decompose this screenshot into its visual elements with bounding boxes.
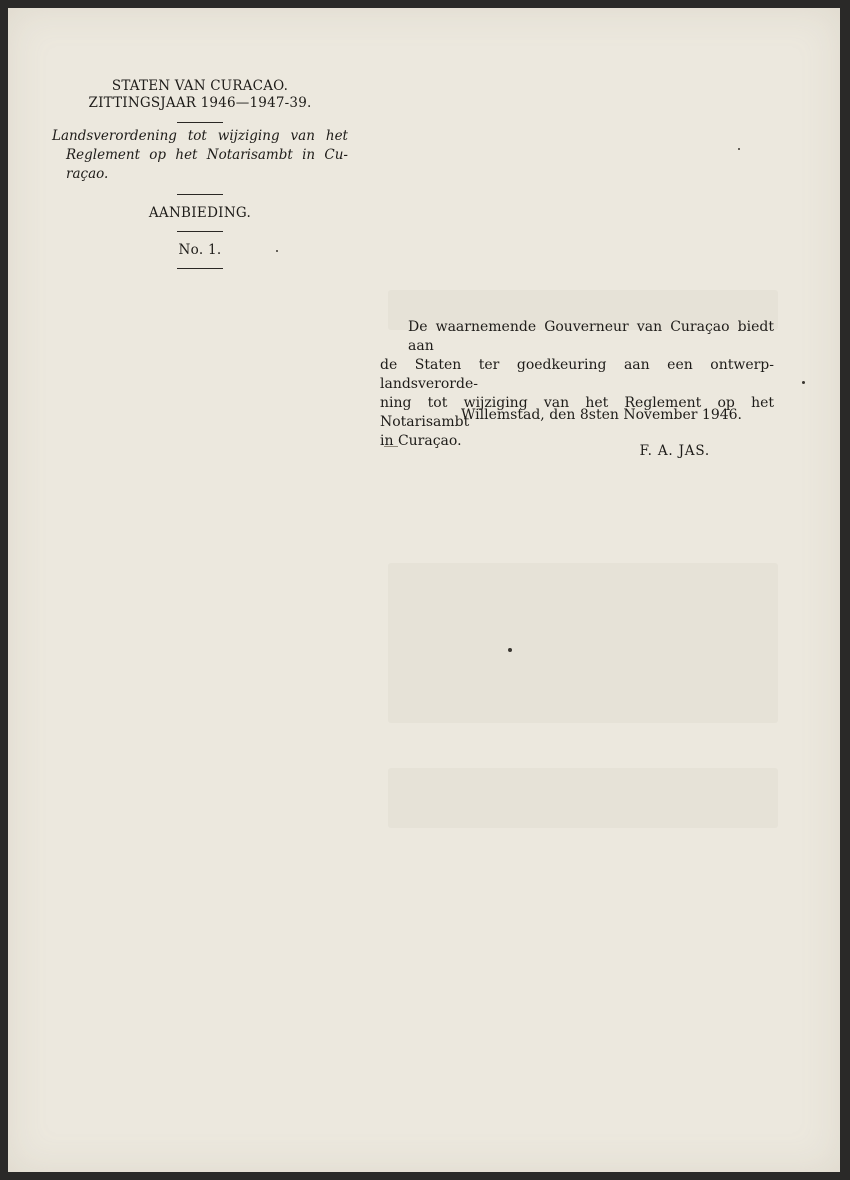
bleed-through-block [388,768,778,828]
ink-speck [738,148,740,150]
bleed-through-block [388,563,778,723]
place-and-date: Willemstad, den 8sten November 1946. [461,407,742,423]
divider [177,194,223,195]
paragraph-line: in Curaçao. [380,433,462,449]
document-number: No. 1. [178,242,222,258]
session-year: ZITTINGSJAAR 1946—1947-39. [88,95,312,111]
ordinance-subject [44,127,356,184]
paragraph-line: ning tot wijziging van het Reglement op het Notarisambt [380,395,774,430]
paragraph-line: De waarnemende Gouverneur van Curaçao biedt aan [408,319,774,354]
subject-line: Landsverordening tot wijziging van het [52,128,348,144]
assembly-title: STATEN VAN CURACAO. [111,78,289,94]
divider [177,122,223,123]
divider [177,231,223,232]
divider [177,268,223,269]
paragraph-line: de Staten ter goedkeuring aan een ontwerp-landsverorde- [380,357,774,392]
subject-line: raçao. [66,166,109,182]
ink-speck [802,381,805,384]
document-body [380,318,774,451]
ink-speck [508,648,512,652]
document-type: AANBIEDING. [148,205,252,221]
offer-paragraph [380,318,774,451]
ink-speck [276,250,278,252]
subject-line: Reglement op het Notarisambt in Cu- [66,147,348,163]
signatory: F. A. JAS. [639,443,710,459]
document-header [44,78,356,269]
